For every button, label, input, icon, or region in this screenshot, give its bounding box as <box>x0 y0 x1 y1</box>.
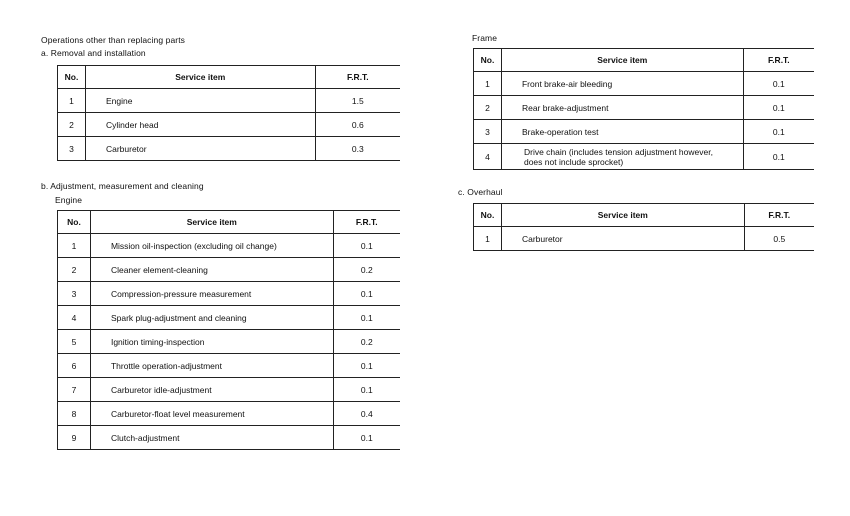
row-frt: 0.1 <box>333 378 400 402</box>
table-row <box>58 258 401 282</box>
row-service-item: Engine <box>85 89 315 113</box>
row-no: 1 <box>58 89 86 113</box>
adjustment-engine-table <box>57 210 400 450</box>
row-service-item: Compression-pressure measurement <box>90 282 333 306</box>
table-row <box>474 144 815 170</box>
table-row <box>58 354 401 378</box>
table-row <box>58 330 401 354</box>
row-service-item: Carburetor-float level measurement <box>90 402 333 426</box>
row-service-item: Carburetor idle-adjustment <box>90 378 333 402</box>
overhaul-table <box>473 203 814 251</box>
row-service-item: Throttle operation-adjustment <box>90 354 333 378</box>
row-no: 1 <box>58 234 91 258</box>
section-c-title: c. Overhaul <box>458 187 503 197</box>
row-frt: 0.4 <box>333 402 400 426</box>
row-frt: 0.1 <box>333 282 400 306</box>
table-row <box>58 378 401 402</box>
row-service-item: Ignition timing-inspection <box>90 330 333 354</box>
section-b-title: b. Adjustment, measurement and cleaning <box>41 181 204 191</box>
col-header-no: No. <box>474 204 502 227</box>
removal-installation-table <box>57 65 400 161</box>
row-service-item: Carburetor <box>501 227 744 251</box>
row-no: 1 <box>474 227 502 251</box>
col-header-frt: F.R.T. <box>743 49 814 72</box>
frame-label: Frame <box>472 33 498 43</box>
row-no: 1 <box>474 72 502 96</box>
col-header-service-item: Service item <box>90 211 333 234</box>
row-frt: 0.1 <box>743 120 814 144</box>
table-row <box>58 234 401 258</box>
row-no: 4 <box>474 144 502 170</box>
section-a-title: a. Removal and installation <box>41 48 146 58</box>
table-header-row <box>58 66 401 89</box>
col-header-frt: F.R.T. <box>315 66 400 89</box>
table-row <box>474 72 815 96</box>
row-frt: 0.2 <box>333 330 400 354</box>
row-no: 9 <box>58 426 91 450</box>
row-frt: 0.3 <box>315 137 400 161</box>
table-row <box>58 402 401 426</box>
row-frt: 0.1 <box>743 96 814 120</box>
row-frt: 0.1 <box>333 306 400 330</box>
row-no: 6 <box>58 354 91 378</box>
row-frt: 0.1 <box>743 144 814 170</box>
row-no: 8 <box>58 402 91 426</box>
page-heading: Operations other than replacing parts <box>41 35 186 45</box>
row-service-item: Cylinder head <box>85 113 315 137</box>
row-no: 3 <box>474 120 502 144</box>
table-row <box>474 120 815 144</box>
row-frt: 0.1 <box>333 234 400 258</box>
col-header-frt: F.R.T. <box>333 211 400 234</box>
table-row <box>58 426 401 450</box>
table-row <box>474 96 815 120</box>
row-no: 5 <box>58 330 91 354</box>
table-row <box>474 227 815 251</box>
row-service-item: Clutch-adjustment <box>90 426 333 450</box>
row-no: 2 <box>474 96 502 120</box>
frame-table <box>473 48 814 170</box>
row-frt: 1.5 <box>315 89 400 113</box>
table-row <box>58 89 401 113</box>
col-header-service-item: Service item <box>501 204 744 227</box>
table-header-row <box>474 204 815 227</box>
row-service-item: Cleaner element-cleaning <box>90 258 333 282</box>
row-no: 2 <box>58 113 86 137</box>
row-frt: 0.5 <box>744 227 814 251</box>
row-frt: 0.6 <box>315 113 400 137</box>
col-header-service-item: Service item <box>85 66 315 89</box>
row-no: 7 <box>58 378 91 402</box>
col-header-service-item: Service item <box>501 49 743 72</box>
row-service-item: Front brake-air bleeding <box>501 72 743 96</box>
table-row <box>58 282 401 306</box>
row-frt: 0.1 <box>333 354 400 378</box>
row-no: 3 <box>58 137 86 161</box>
row-service-item: Rear brake-adjustment <box>501 96 743 120</box>
row-service-item: Drive chain (includes tension adjustment however, does not include sprocket) <box>501 144 743 170</box>
row-no: 3 <box>58 282 91 306</box>
col-header-no: No. <box>58 66 86 89</box>
col-header-frt: F.R.T. <box>744 204 814 227</box>
row-service-item: Carburetor <box>85 137 315 161</box>
row-service-item: Spark plug-adjustment and cleaning <box>90 306 333 330</box>
engine-subtitle: Engine <box>55 195 83 205</box>
row-service-item: Mission oil-inspection (excluding oil change) <box>90 234 333 258</box>
row-no: 2 <box>58 258 91 282</box>
row-frt: 0.2 <box>333 258 400 282</box>
row-service-item: Brake-operation test <box>501 120 743 144</box>
table-row <box>58 137 401 161</box>
table-header-row <box>474 49 815 72</box>
row-frt: 0.1 <box>333 426 400 450</box>
col-header-no: No. <box>474 49 502 72</box>
row-no: 4 <box>58 306 91 330</box>
row-frt: 0.1 <box>743 72 814 96</box>
col-header-no: No. <box>58 211 91 234</box>
table-header-row <box>58 211 401 234</box>
table-row <box>58 306 401 330</box>
table-row <box>58 113 401 137</box>
